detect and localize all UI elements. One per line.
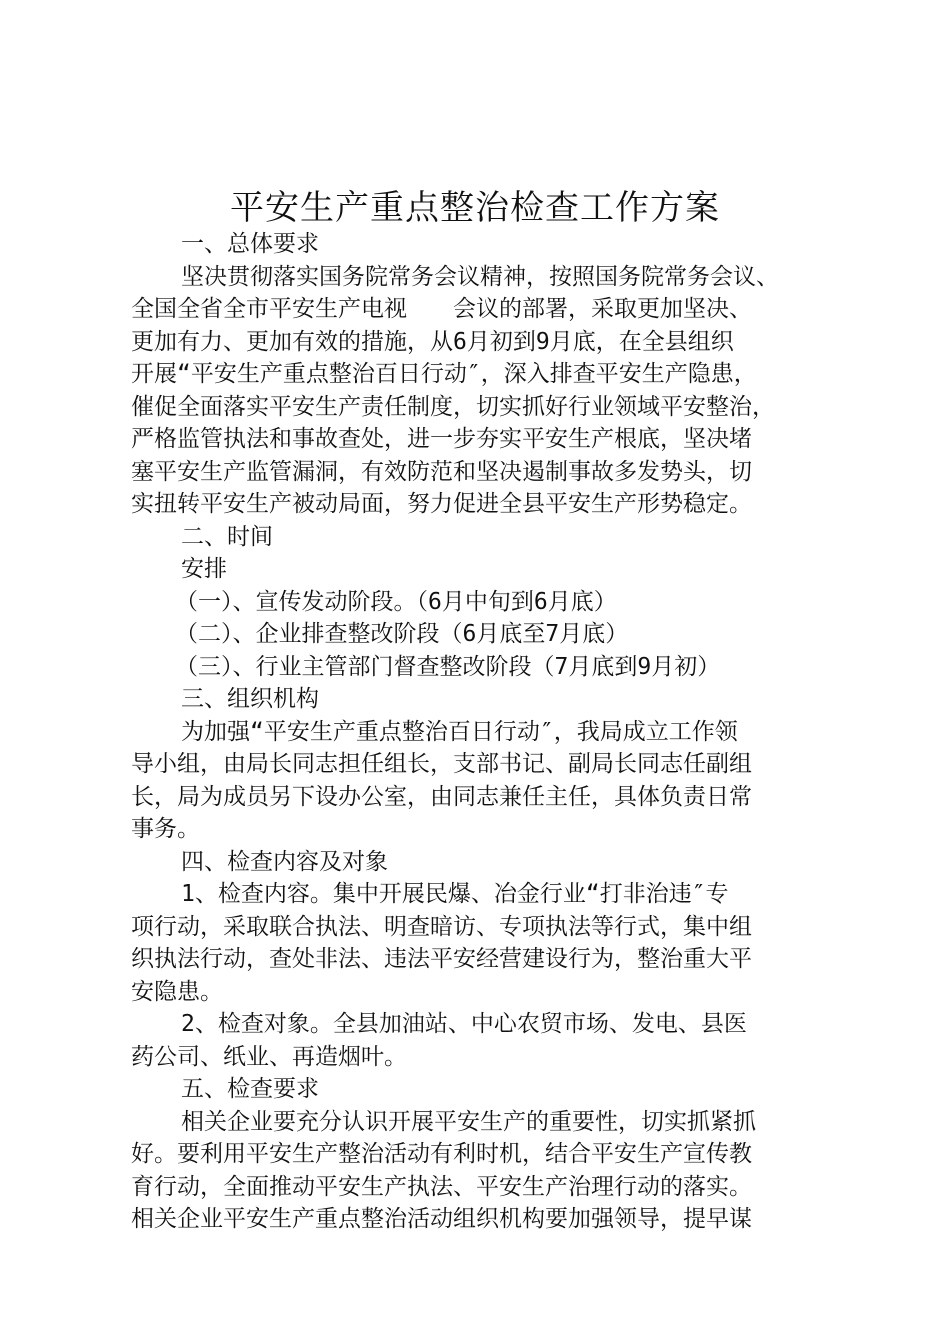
body-line: 育行动，全面推动平安生产执法、平安生产治理行动的落实。 bbox=[131, 1173, 752, 1200]
document-title: 平安生产重点整治检查工作方案 bbox=[230, 188, 720, 228]
body-line: 好。要利用平安生产整治活动有利时机，结合平安生产宣传教 bbox=[131, 1141, 752, 1167]
body-line: 为加强“平安生产重点整治百日行动″，我局成立工作领 bbox=[181, 718, 738, 745]
body-line: 实扭转平安生产被动局面，努力促进全县平安生产形势稳定。 bbox=[131, 491, 752, 517]
body-line: 长，局为成员另下设办公室，由同志兼任主任，具体负责日常 bbox=[131, 783, 752, 810]
body-line: 2、检查对象。全县加油站、中心农贸市场、发电、县医 bbox=[181, 1011, 747, 1037]
body-line: 织执法行动，查处非法、违法平安经营建设行为，整治重大平 bbox=[131, 946, 752, 972]
body-line: 四、检查内容及对象 bbox=[181, 848, 388, 875]
document-body bbox=[131, 228, 836, 1236]
body-line: （二）、企业排查整改阶段（6月底至7月底） bbox=[175, 621, 629, 647]
body-line: 项行动，采取联合执法、明查暗访、专项执法等行式，集中组 bbox=[131, 913, 752, 940]
body-line: 严格监管执法和事故查处，进一步夯实平安生产根底，坚决堵 bbox=[131, 426, 752, 452]
body-line: 三、组织机构 bbox=[181, 686, 319, 712]
body-line: 开展“平安生产重点整治百日行动″，深入排查平安生产隐患， bbox=[131, 361, 757, 387]
body-line: 塞平安生产监管漏洞，有效防范和坚决遏制事故多发势头，切 bbox=[131, 458, 752, 485]
body-line: 事务。 bbox=[131, 816, 200, 842]
body-line: 全国全省全市平安生产电视 会议的部署，采取更加坚决、 bbox=[131, 296, 752, 322]
body-line: （一）、宣传发动阶段。（6月中旬到6月底） bbox=[175, 588, 617, 615]
body-line: 一、总体要求 bbox=[181, 231, 319, 257]
body-line: 安隐患。 bbox=[131, 978, 223, 1005]
body-line: 坚决贯彻落实国务院常务会议精神，按照国务院常务会议、 bbox=[181, 263, 779, 290]
body-line: 催促全面落实平安生产责任制度，切实抓好行业领域平安整治， bbox=[131, 393, 775, 420]
body-line: 五、检查要求 bbox=[181, 1076, 319, 1102]
body-line: 相关企业平安生产重点整治活动组织机构要加强领导，提早谋 bbox=[131, 1206, 752, 1232]
body-line: 导小组，由局长同志担任组长，支部书记、副局长同志任副组 bbox=[131, 751, 752, 777]
body-line: 安排 bbox=[181, 556, 227, 582]
body-line: 二、时间 bbox=[181, 523, 273, 550]
body-line: 药公司、纸业、再造烟叶。 bbox=[131, 1043, 407, 1070]
body-line: （三）、行业主管部门督查整改阶段（7月底到9月初） bbox=[175, 653, 721, 680]
body-line: 相关企业要充分认识开展平安生产的重要性，切实抓紧抓 bbox=[181, 1108, 756, 1135]
body-line: 1、检查内容。集中开展民爆、冶金行业“打非治违″专 bbox=[181, 881, 729, 907]
body-line: 更加有力、更加有效的措施，从6月初到9月底，在全县组织 bbox=[131, 328, 734, 355]
